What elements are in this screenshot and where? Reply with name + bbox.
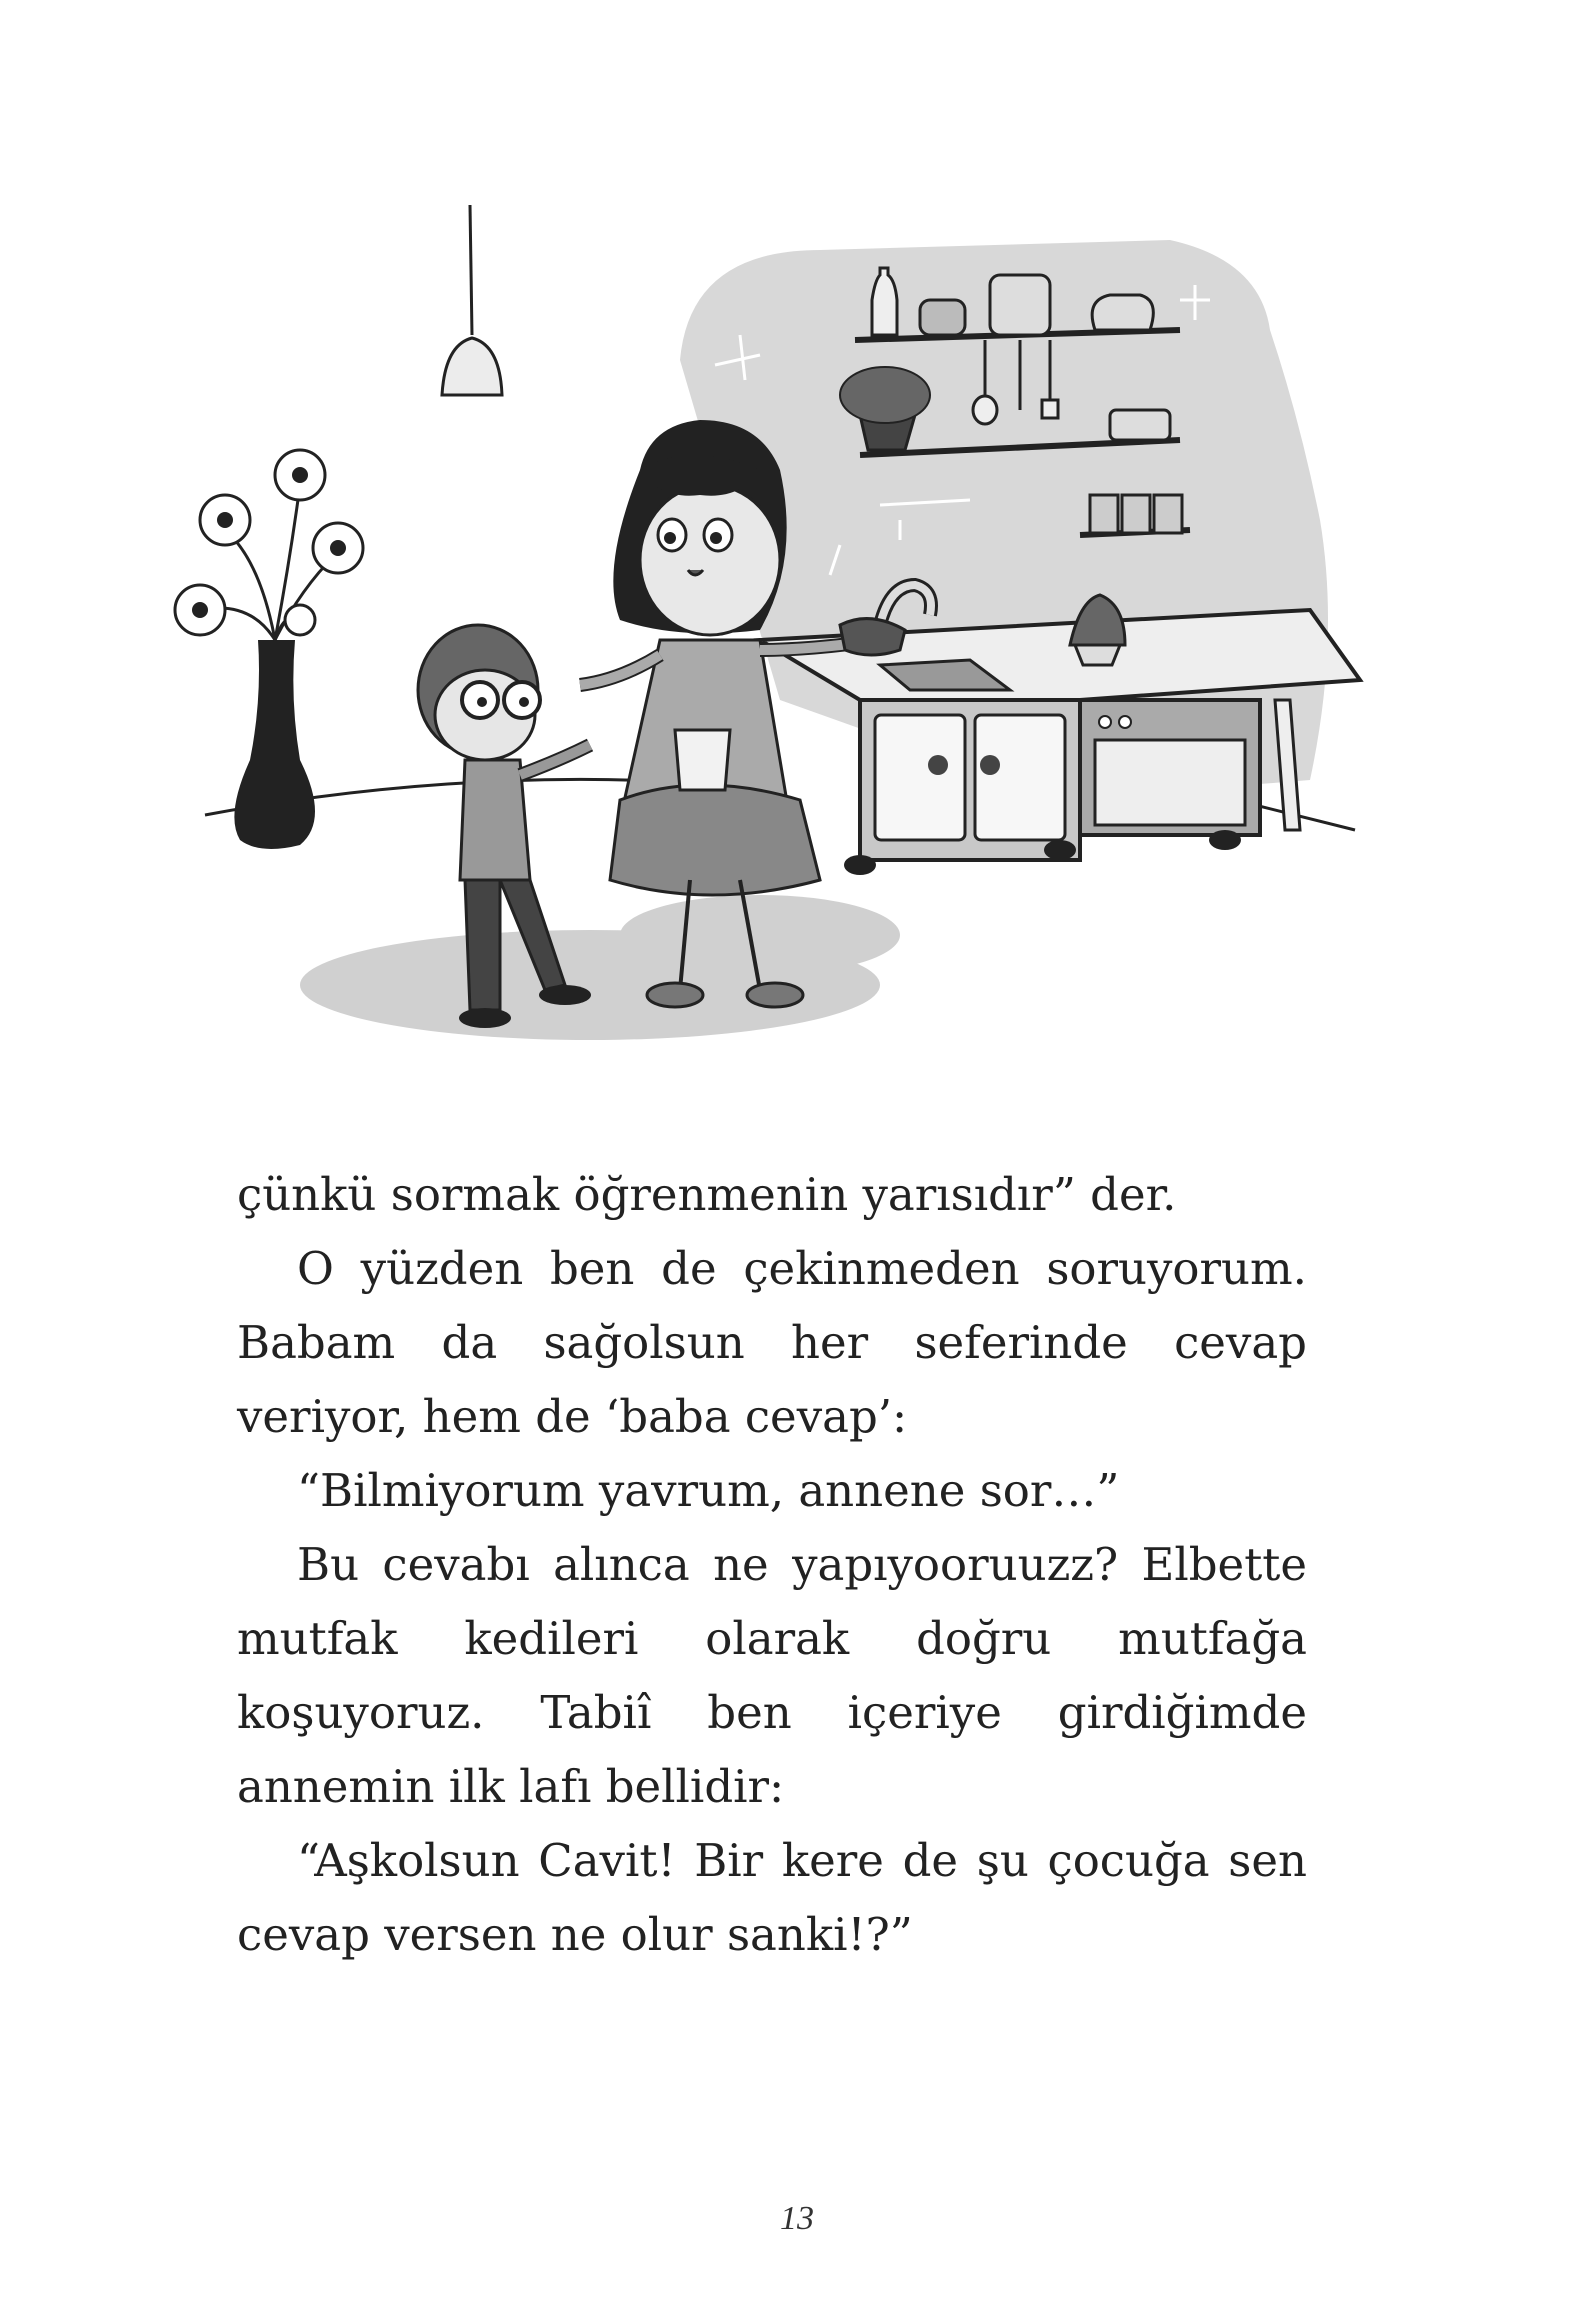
paragraph-2: O yüzden ben de çekinmeden soruyorum. Babam da sağolsun her seferinde cevap veriyor, hem de ‘baba cevap’: bbox=[237, 1242, 1307, 1443]
paragraph-3: “Bilmiyorum yavrum, annene sor…” bbox=[297, 1464, 1120, 1517]
hanging-lamp-icon bbox=[442, 205, 502, 395]
kitchen-illustration bbox=[0, 0, 1594, 1070]
paragraph-5: “Aşkolsun Cavit! Bir kere de şu çocuğa sen cevap versen ne olur sanki!?” bbox=[237, 1834, 1307, 1961]
page-number: 13 bbox=[780, 2200, 814, 2237]
flower-vase-icon bbox=[175, 450, 363, 849]
story-text bbox=[237, 1158, 1307, 1972]
paragraph-4: Bu cevabı alınca ne yapıyooruuzz? Elbette mutfak kedileri olarak doğru mutfağa koşuyoruz. Tabiî ben içeriye girdiğimde annemin ilk lafı bellidir: bbox=[237, 1538, 1307, 1813]
paragraph-1: çünkü sormak öğrenmenin yarısıdır” der. bbox=[237, 1168, 1177, 1221]
